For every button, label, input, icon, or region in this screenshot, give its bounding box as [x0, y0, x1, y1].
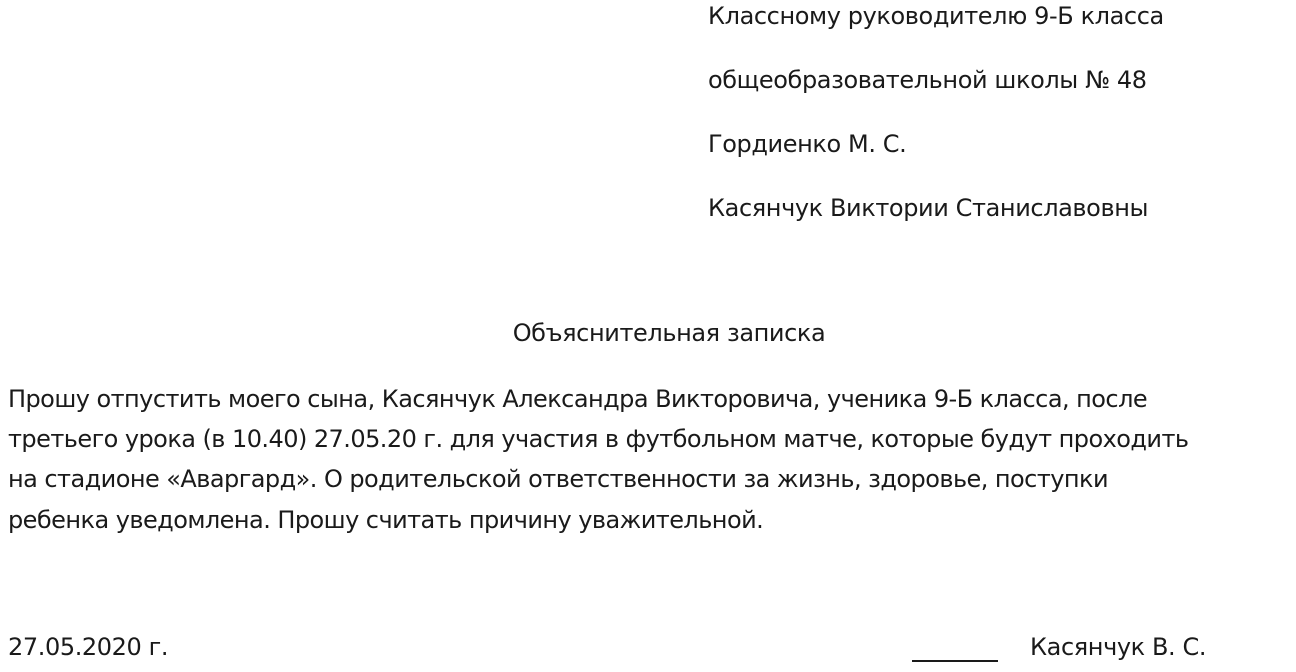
addressee-line: Классному руководителю 9-Б класса	[708, 2, 1164, 30]
body-line: на стадионе «Аваргард». О родительской ответственности за жизнь, здоровье, поступки	[8, 465, 1109, 493]
body-line: Прошу отпустить моего сына, Касянчук Александра Викторовича, ученика 9-Б класса, после	[8, 385, 1148, 413]
body-line: ребенка уведомлена. Прошу считать причину уважительной.	[8, 506, 764, 534]
signature-line	[912, 660, 998, 662]
addressee-line: общеобразовательной школы № 48	[708, 66, 1147, 94]
document-title: Объяснительная записка	[512, 319, 826, 347]
addressee-line: Гордиенко М. С.	[708, 130, 907, 158]
body-line: третьего урока (в 10.40) 27.05.20 г. для участия в футбольном матче, которые будут проходить	[8, 425, 1189, 453]
document-date: 27.05.2020 г.	[8, 633, 169, 661]
addressee-line: Касянчук Виктории Станиславовны	[708, 194, 1149, 222]
signer-name: Касянчук В. С.	[1030, 633, 1207, 661]
